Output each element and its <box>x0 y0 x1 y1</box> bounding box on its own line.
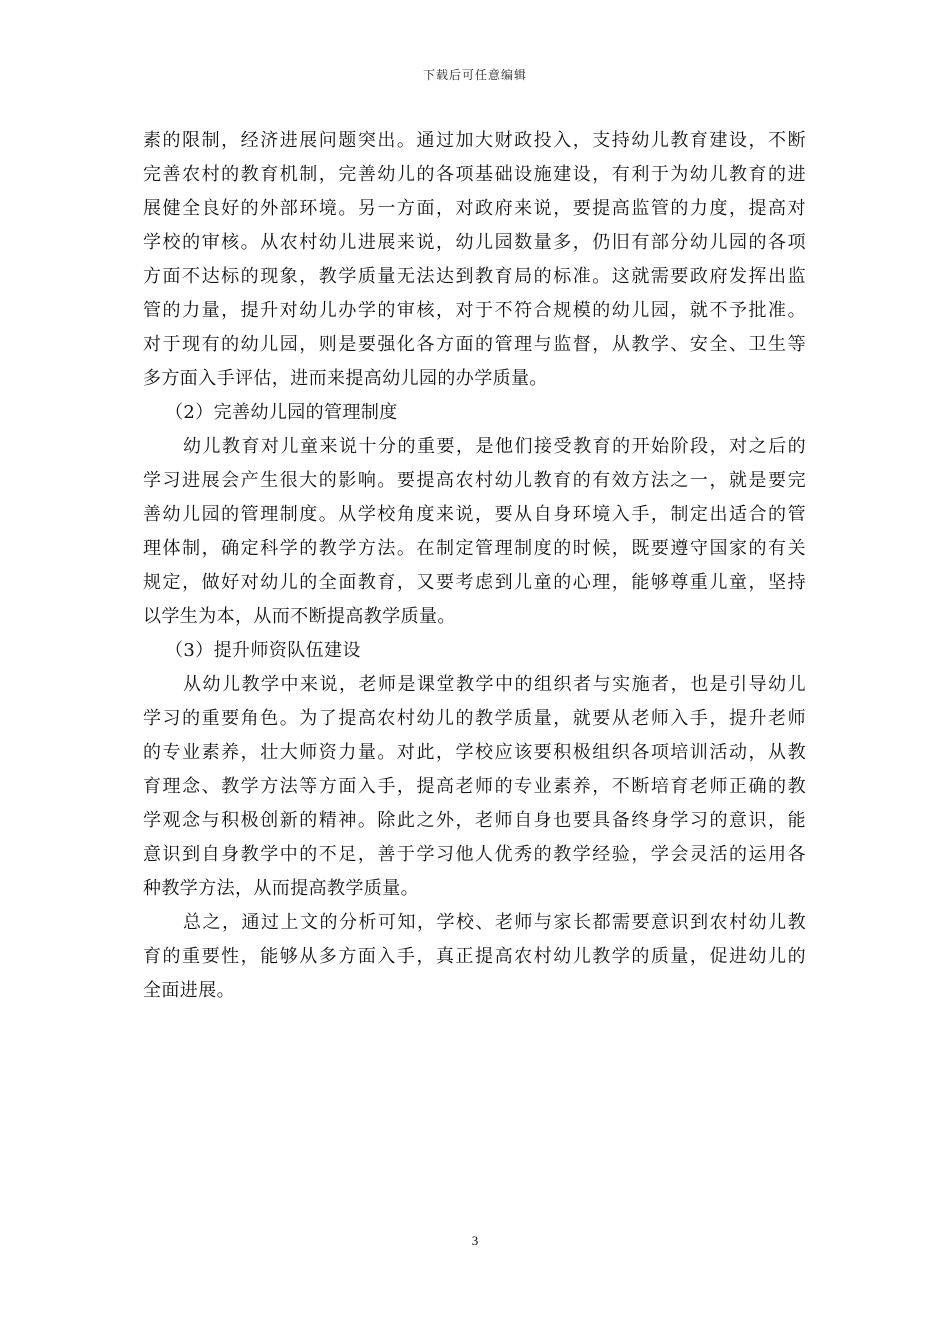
body-line: 总之，通过上文的分析可知，学校、老师与家长都需要意识到农村幼儿教 <box>183 912 806 933</box>
body-line: 的专业素养，壮大师资力量。对此，学校应该要积极组织各项培训活动，从教 <box>143 742 806 763</box>
body-line: 从幼儿教学中来说，老师是课堂教学中的组织者与实施者，也是引导幼儿 <box>183 674 806 695</box>
body-line: 规定，做好对幼儿的全面教育，又要考虑到儿童的心理，能够尊重儿童，坚持 <box>143 572 806 593</box>
body-line: 学习进展会产生很大的影响。要提高农村幼儿教育的有效方法之一，就是要完 <box>143 470 806 491</box>
body-line: 以学生为本，从而不断提高教学质量。 <box>143 606 456 627</box>
body-line: 意识到自身教学中的不足，善于学习他人优秀的教学经验，学会灵活的运用各 <box>143 844 806 865</box>
body-line: 育理念、教学方法等方面入手，提高老师的专业素养，不断培育老师正确的教 <box>143 776 806 797</box>
body-line: 学习的重要角色。为了提高农村幼儿的教学质量，就要从老师入手，提升老师 <box>143 708 806 729</box>
body-line: 展健全良好的外部环境。另一方面，对政府来说，要提高监管的力度，提高对 <box>143 198 806 219</box>
body-line: 理体制，确定科学的教学方法。在制定管理制度的时候，既要遵守国家的有关 <box>143 538 806 559</box>
body-line: 育的重要性，能够从多方面入手，真正提高农村幼儿教学的质量，促进幼儿的 <box>143 946 806 967</box>
document-body <box>143 124 806 1008</box>
body-line: 善幼儿园的管理制度。从学校角度来说，要从自身环境入手，制定出适合的管 <box>143 504 806 525</box>
body-line: 素的限制，经济进展问题突出。通过加大财政投入，支持幼儿教育建设，不断 <box>143 130 806 151</box>
body-line: 多方面入手评估，进而来提高幼儿园的办学质量。 <box>143 368 548 389</box>
page-number: 3 <box>471 1233 479 1248</box>
body-line: 幼儿教育对儿童来说十分的重要，是他们接受教育的开始阶段，对之后的 <box>183 436 806 457</box>
body-line: 种教学方法，从而提高教学质量。 <box>143 878 419 899</box>
body-line: 完善农村的教育机制，完善幼儿的各项基础设施建设，有利于为幼儿教育的进 <box>143 164 806 185</box>
body-line: 对于现有的幼儿园，则是要强化各方面的管理与监督，从教学、安全、卫生等 <box>143 334 806 355</box>
body-line: 学校的审核。从农村幼儿进展来说，幼儿园数量多，仍旧有部分幼儿园的各项 <box>143 232 806 253</box>
section-heading: （3）提升师资队伍建设 <box>165 640 361 661</box>
body-line: 方面不达标的现象，教学质量无法达到教育局的标准。这就需要政府发挥出监 <box>143 266 806 287</box>
body-line: 管的力量，提升对幼儿办学的审核，对于不符合规模的幼儿园，就不予批准。 <box>143 300 806 321</box>
body-line: 学观念与积极创新的精神。除此之外，老师自身也要具备终身学习的意识，能 <box>143 810 806 831</box>
page-header: 下载后可任意编辑 <box>422 68 527 82</box>
section-heading: （2）完善幼儿园的管理制度 <box>165 402 398 423</box>
body-line: 全面进展。 <box>143 980 235 1001</box>
